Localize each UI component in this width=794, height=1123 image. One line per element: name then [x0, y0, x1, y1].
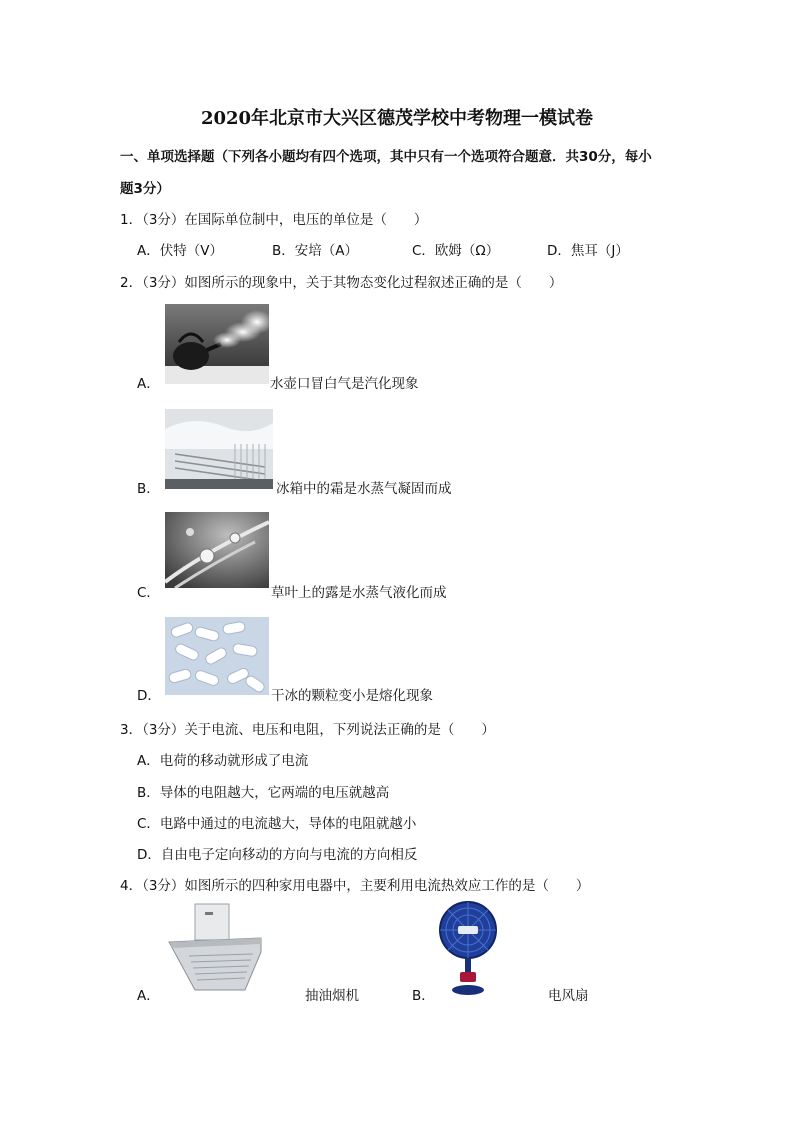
q2-option-b-letter: B．	[137, 481, 160, 497]
question-2-stem: 2．（3分）如图所示的现象中，关于其物态变化过程叙述正确的是（ ）	[120, 275, 563, 291]
q1-option-c: C．欧姆（Ω）	[412, 243, 500, 259]
q4-option-a-text: 抽油烟机	[305, 988, 359, 1004]
q3-option-d: D．自由电子定向移动的方向与电流的方向相反	[137, 847, 418, 863]
page-title: 2020年北京市大兴区德茂学校中考物理一模试卷	[200, 108, 594, 129]
q2-option-b-text: 冰箱中的霜是水蒸气凝固而成	[276, 481, 452, 497]
q3-option-a: A．电荷的移动就形成了电流	[137, 753, 309, 769]
range-hood-photo	[165, 902, 265, 994]
question-1-stem: 1．（3分）在国际单位制中，电压的单位是（ ）	[120, 212, 428, 228]
q2-option-a-text: 水壶口冒白气是汽化现象	[270, 376, 419, 392]
question-3-stem: 3．（3分）关于电流、电压和电阻，下列说法正确的是（ ）	[120, 722, 495, 738]
section-heading-line1: 一、单项选择题（下列各小题均有四个选项，其中只有一个选项符合题意．共30分，每小	[120, 149, 652, 165]
question-4-stem: 4．（3分）如图所示的四种家用电器中，主要利用电流热效应工作的是（ ）	[120, 878, 590, 894]
fridge-frost-photo	[165, 409, 273, 489]
q3-option-c: C．电路中通过的电流越大，导体的电阻就越小	[137, 816, 417, 832]
q2-option-c-letter: C．	[137, 585, 160, 601]
section-heading-line2: 题3分）	[120, 181, 170, 197]
q4-option-a-letter: A．	[137, 988, 160, 1004]
electric-fan-photo	[436, 900, 500, 996]
q2-option-c-text: 草叶上的露是水蒸气液化而成	[271, 585, 447, 601]
q2-option-d-letter: D．	[137, 688, 161, 704]
q1-option-a: A．伏特（V）	[137, 243, 223, 259]
q2-option-d-text: 干冰的颗粒变小是熔化现象	[271, 688, 433, 704]
dew-on-grass-photo	[165, 512, 269, 588]
q1-option-b: B．安培（A）	[272, 243, 358, 259]
dry-ice-pellets-photo	[165, 617, 269, 695]
q1-option-d: D．焦耳（J）	[547, 243, 629, 259]
q4-option-b-letter: B．	[412, 988, 435, 1004]
q3-option-b: B．导体的电阻越大，它两端的电压就越高	[137, 785, 390, 801]
kettle-steam-photo	[165, 304, 269, 384]
q4-option-b-text: 电风扇	[548, 988, 589, 1004]
q2-option-a-letter: A．	[137, 376, 160, 392]
